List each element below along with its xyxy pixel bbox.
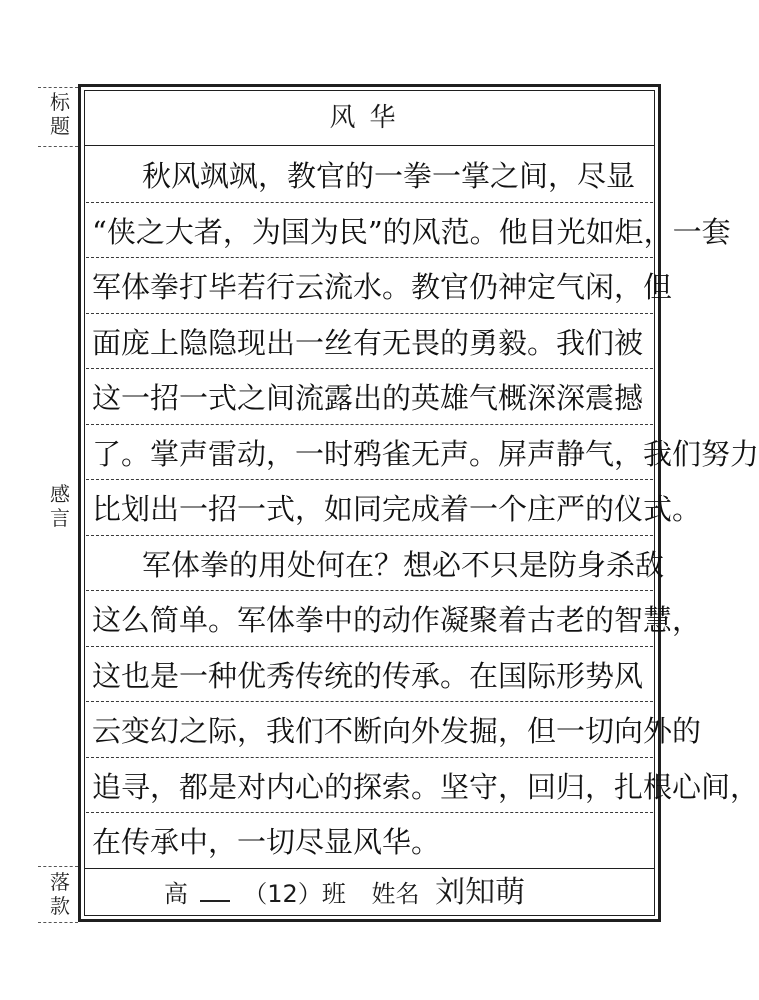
sign-top-dash — [38, 866, 78, 867]
title-bottom-dash — [38, 146, 78, 147]
signature-text — [164, 875, 525, 912]
body-line: 秋风飒飒，教官的一拳一掌之间，尽显 — [142, 159, 636, 193]
body-line: 面庞上隐隐现出一丝有无畏的勇毅。我们被 — [92, 325, 644, 360]
sign-bottom-dash — [38, 922, 78, 923]
student-name: 刘知萌 — [435, 875, 526, 910]
body-line: 军体拳打毕若行云流水。教官仍神定气闲，但 — [92, 270, 673, 304]
name-label: 姓名 — [371, 880, 420, 908]
ruled-line — [86, 590, 653, 591]
body-line: 军体拳的用处何在？想必不只是防身杀敌 — [142, 547, 665, 582]
ruled-line — [86, 313, 653, 314]
body-line: 这也是一种优秀传统的传承。在国际形势风 — [92, 658, 644, 693]
ruled-line — [86, 257, 653, 258]
grade-label: 高 — [164, 880, 188, 908]
body-line: 比划出一招一式，如同完成着一个庄严的仪式。 — [92, 492, 702, 526]
body-line: 这一招一式之间流露出的英雄气概深深震撼 — [92, 381, 644, 415]
ruled-line — [86, 646, 653, 647]
body-line: 云变幻之际，我们不断向外发掘，但一切向外的 — [92, 714, 702, 748]
class-label: （12）班 — [243, 880, 346, 908]
ruled-line — [86, 535, 653, 536]
side-label-body: 感言 — [50, 482, 70, 530]
body-line: 这么简单。军体拳中的动作凝聚着古老的智慧， — [92, 603, 702, 637]
ruled-line — [86, 701, 653, 702]
ruled-line — [86, 202, 653, 203]
body-line: 追寻，都是对内心的探索。坚守，回归，扎根心间， — [92, 769, 759, 804]
side-label-title: 标题 — [50, 90, 70, 138]
ruled-line — [86, 479, 653, 480]
ruled-line — [86, 812, 653, 813]
body-line: 在传承中，一切尽显风华。 — [92, 825, 441, 859]
ruled-line — [86, 424, 653, 425]
essay-title: 风华 — [84, 90, 655, 146]
ruled-line — [86, 757, 653, 758]
body-line: 了。掌声雷动，一时鸦雀无声。屏声静气，我们努力 — [92, 436, 759, 471]
signature-row — [84, 868, 655, 916]
grade-number — [200, 888, 230, 902]
ruled-line — [86, 368, 653, 369]
body-line: “侠之大者，为国为民”的风范。他目光如炬，一套 — [92, 214, 731, 249]
title-top-dash — [38, 87, 78, 88]
side-label-sign: 落款 — [50, 870, 70, 918]
